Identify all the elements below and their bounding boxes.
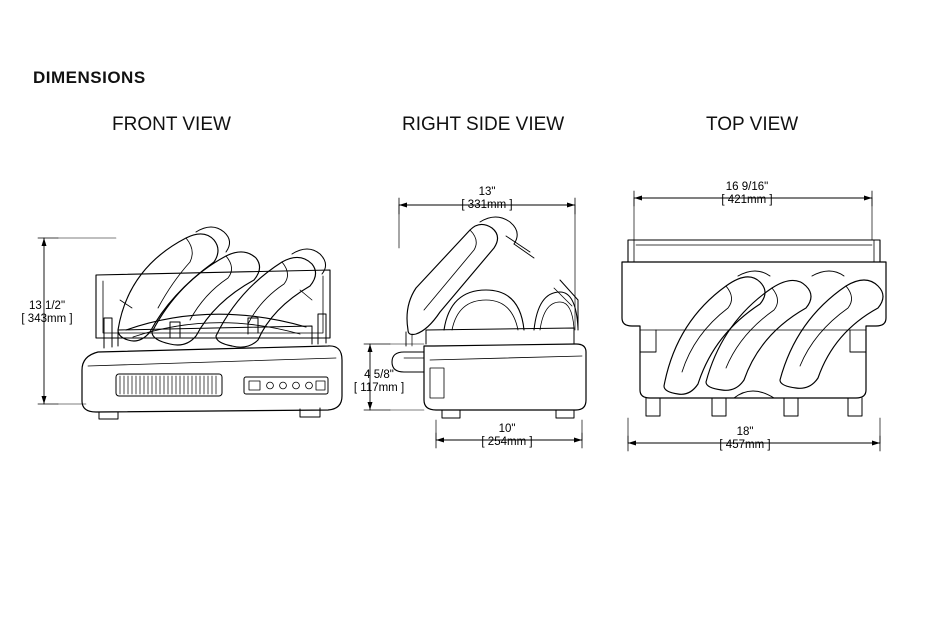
side-base-height-inch: 4 5/8" — [364, 369, 394, 381]
side-depth-inch: 13" — [478, 186, 496, 198]
front-height-mm: [ 343mm ] — [21, 313, 73, 325]
side-base-height-mm: [ 117mm ] — [353, 382, 405, 394]
side-depth-dim-label — [447, 186, 527, 212]
front-view-title: FRONT VIEW — [112, 114, 231, 135]
side-base-depth-dim-label — [468, 423, 546, 449]
top-width-dim-label — [700, 426, 790, 452]
right-side-view-drawing — [364, 198, 586, 448]
top-view-drawing — [622, 191, 886, 451]
side-base-depth-mm: [ 254mm ] — [481, 436, 533, 448]
front-height-inch: 13 1/2" — [28, 300, 66, 312]
side-depth-mm: [ 331mm ] — [461, 199, 513, 211]
side-base-depth-inch: 10" — [498, 423, 516, 435]
top-depth-inch: 16 9/16" — [725, 181, 769, 193]
front-height-dim-label — [8, 300, 86, 326]
right-side-view-title: RIGHT SIDE VIEW — [402, 114, 565, 135]
side-base-height-dim-label — [340, 369, 418, 395]
top-width-inch: 18" — [736, 426, 754, 438]
page-title: DIMENSIONS — [33, 68, 146, 87]
top-view-title: TOP VIEW — [706, 114, 799, 135]
top-depth-mm: [ 421mm ] — [721, 194, 773, 206]
top-width-mm: [ 457mm ] — [719, 439, 771, 451]
top-depth-dim-label — [692, 181, 802, 207]
